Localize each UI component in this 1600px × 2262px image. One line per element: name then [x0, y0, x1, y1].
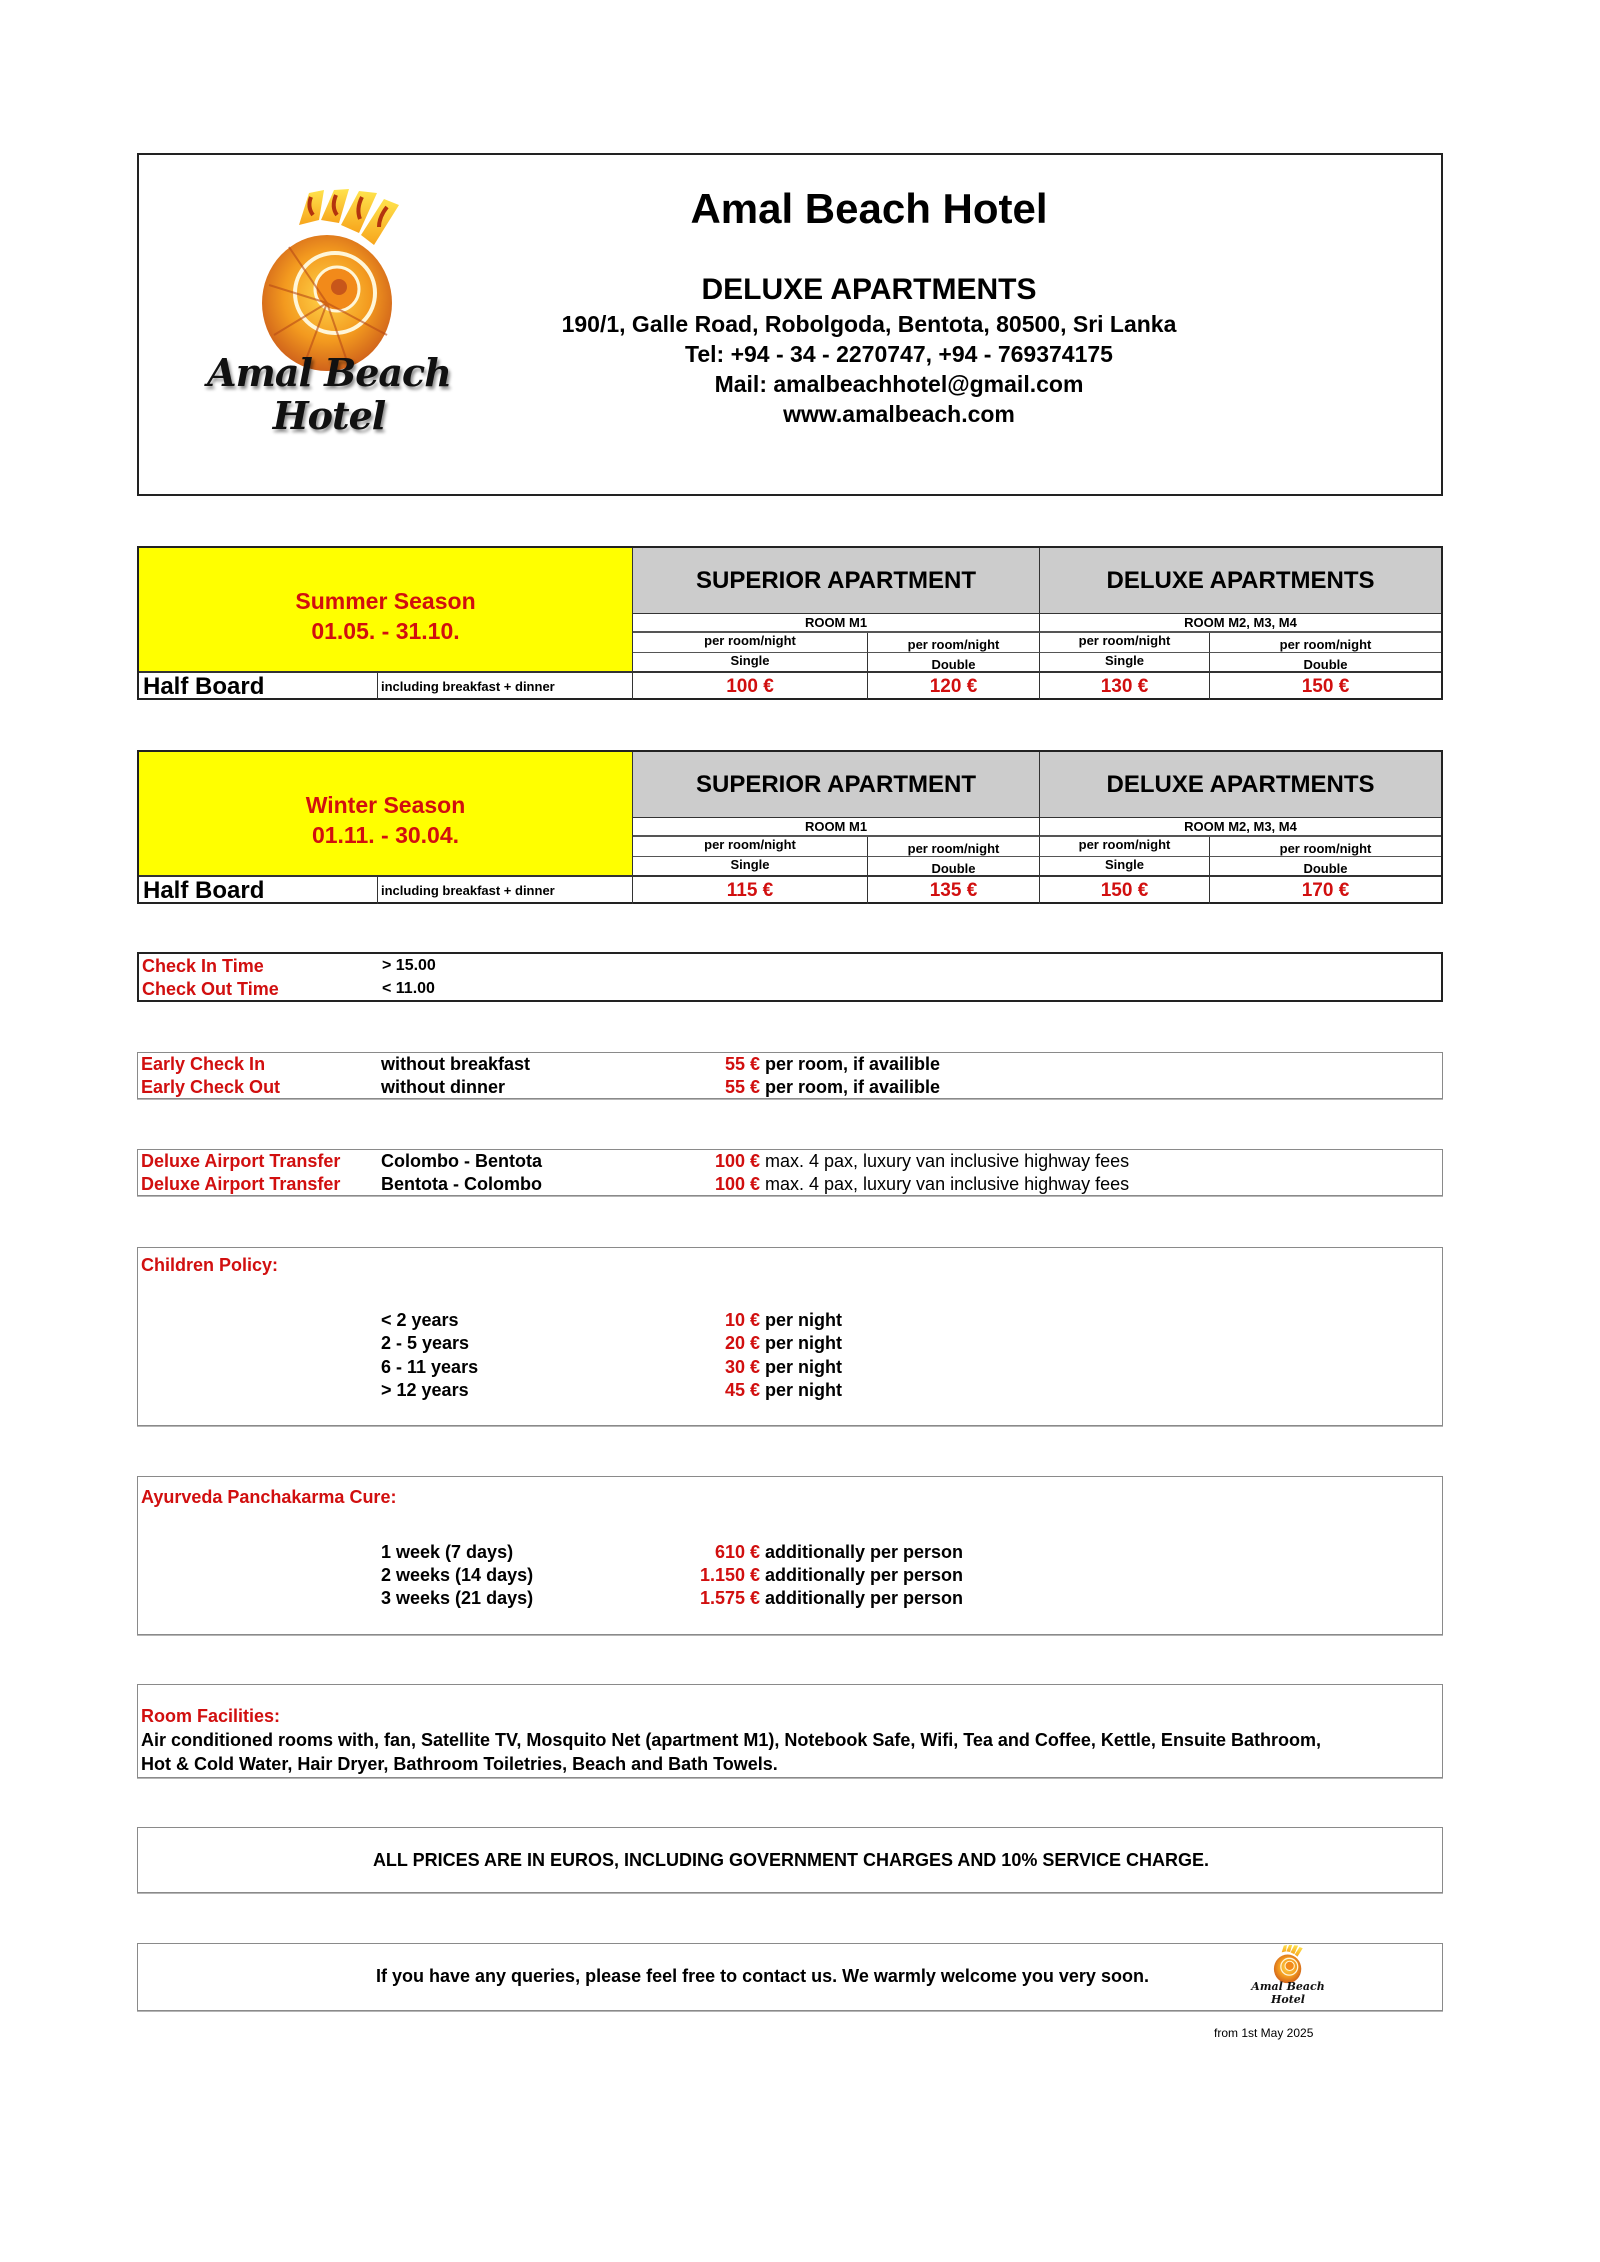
deluxe-apartments-header: DELUXE APARTMENTS [1040, 548, 1441, 614]
transfer-label: Deluxe Airport Transfer [141, 1151, 341, 1171]
deluxe-apartments-header: DELUXE APARTMENTS [1040, 752, 1441, 818]
nautilus-shell-icon [1248, 1944, 1328, 1984]
room-facilities-title: Room Facilities: [141, 1706, 281, 1726]
welcome-box [137, 1943, 1443, 2011]
apartments-subtitle: DELUXE APARTMENTS [701, 273, 1037, 306]
cure-duration: 3 weeks (21 days) [381, 1588, 534, 1608]
cure-price: 610 € [714, 1542, 760, 1562]
hotel-website: www.amalbeach.com [783, 401, 1015, 427]
unit-label: per room/night [1210, 837, 1441, 857]
child-age: < 2 years [381, 1310, 459, 1330]
check-in-value: > 15.00 [382, 957, 436, 974]
superior-rooms: ROOM M1 [633, 818, 1040, 837]
room-facilities-box [137, 1684, 1443, 1778]
price-superior-double: 120 € [868, 673, 1040, 700]
nautilus-shell-icon [199, 185, 459, 375]
early-check-out-value: without dinner [381, 1077, 505, 1097]
early-check-out-label: Early Check Out [141, 1077, 281, 1097]
unit-label: per room/night [868, 837, 1040, 857]
room-type: Single [1040, 857, 1210, 877]
transfer-price: 100 € [714, 1174, 760, 1194]
child-age: 6 - 11 years [381, 1357, 479, 1377]
check-out-value: < 11.00 [382, 980, 435, 997]
check-times-box [137, 952, 1443, 1002]
child-age: > 12 years [381, 1380, 469, 1400]
transfer-route: Bentota - Colombo [381, 1174, 542, 1194]
early-check-in-label: Early Check In [141, 1054, 266, 1074]
board-description: including breakfast + dinner [378, 877, 633, 904]
cure-price-desc: additionally per person [765, 1565, 964, 1585]
child-price-unit: per night [765, 1357, 842, 1377]
season-name: Summer Season [295, 587, 476, 614]
child-price: 45 € [724, 1380, 760, 1400]
ayurveda-box [137, 1476, 1443, 1635]
board-description: including breakfast + dinner [378, 673, 633, 700]
room-type: Double [868, 857, 1040, 877]
child-price-unit: per night [765, 1310, 842, 1330]
unit-label: per room/night [1040, 837, 1210, 857]
price-superior-single: 100 € [633, 673, 868, 700]
footer-logo-line1: Amal Beach [1251, 1980, 1325, 1993]
logo-text-line2: Hotel [272, 393, 386, 438]
transfer-route: Colombo - Bentota [381, 1151, 542, 1171]
room-type: Double [1210, 857, 1441, 877]
transfer-desc: max. 4 pax, luxury van inclusive highway fees [765, 1174, 1130, 1194]
early-check-out-price: 55 € [724, 1077, 760, 1097]
early-check-in-price: 55 € [724, 1054, 760, 1074]
welcome-message: If you have any queries, please feel free to contact us. We warmly welcome you very soon. [376, 1966, 1149, 1986]
room-type: Single [1040, 653, 1210, 673]
cure-price-desc: additionally per person [765, 1542, 964, 1562]
price-superior-single: 115 € [633, 877, 868, 904]
season-dates: 01.05. - 31.10. [311, 617, 460, 644]
summer-price-table [137, 546, 1443, 700]
price-deluxe-double: 170 € [1301, 880, 1350, 901]
child-price-unit: per night [765, 1333, 842, 1353]
transfer-label: Deluxe Airport Transfer [141, 1174, 341, 1194]
airport-transfer-box [137, 1149, 1443, 1196]
transfer-price: 100 € [714, 1151, 760, 1171]
unit-label: per room/night [1210, 633, 1441, 653]
cure-price: 1.150 € [699, 1565, 760, 1585]
unit-label: per room/night [633, 633, 868, 653]
room-facilities-line2: Hot & Cold Water, Hair Dryer, Bathroom Toiletries, Beach and Bath Towels. [141, 1754, 778, 1774]
price-superior-double: 135 € [868, 877, 1040, 904]
room-facilities-line1: Air conditioned rooms with, fan, Satellite TV, Mosquito Net (apartment M1), Notebook Safe, Wifi, Tea and Coffee, Kettle, Ensuite Bathroom, [141, 1730, 1321, 1750]
season-dates: 01.11. - 30.04. [311, 821, 460, 848]
cure-price-desc: additionally per person [765, 1588, 964, 1608]
winter-price-table [137, 750, 1443, 904]
hotel-header [137, 153, 1443, 496]
child-price: 10 € [724, 1310, 760, 1330]
season-cell [139, 752, 633, 877]
ayurveda-title: Ayurveda Panchakarma Cure: [141, 1487, 397, 1507]
child-price: 20 € [724, 1333, 760, 1353]
hotel-address: 190/1, Galle Road, Robolgoda, Bentota, 80500, Sri Lanka [561, 311, 1177, 337]
hotel-email: Mail: amalbeachhotel@gmail.com [714, 371, 1084, 397]
logo-text-line1: Amal Beach [207, 350, 451, 395]
footer-logo [1248, 1944, 1328, 2010]
prices-note: ALL PRICES ARE IN EUROS, INCLUDING GOVERNMENT CHARGES AND 10% SERVICE CHARGE. [372, 1850, 1210, 1870]
unit-label: per room/night [868, 633, 1040, 653]
room-type: Single [633, 653, 868, 673]
room-type: Double [1210, 653, 1441, 673]
early-check-out-desc: per room, if availible [765, 1077, 941, 1097]
season-name: Winter Season [305, 791, 466, 818]
child-age: 2 - 5 years [381, 1333, 470, 1353]
room-type: Single [633, 857, 868, 877]
room-type: Double [868, 653, 1040, 673]
price-deluxe-single: 130 € [1040, 673, 1210, 700]
board-label: Half Board [139, 673, 378, 700]
deluxe-rooms: ROOM M2, M3, M4 [1040, 614, 1441, 633]
footer-logo-line2: Hotel [1271, 1993, 1305, 2006]
deluxe-rooms: ROOM M2, M3, M4 [1040, 818, 1441, 837]
children-policy-title: Children Policy: [141, 1255, 279, 1275]
unit-label: per room/night [1040, 633, 1210, 653]
price-deluxe-double: 150 € [1301, 676, 1350, 697]
unit-label: per room/night [633, 837, 868, 857]
superior-rooms: ROOM M1 [633, 614, 1040, 633]
check-out-label: Check Out Time [142, 979, 279, 999]
cure-price: 1.575 € [699, 1588, 760, 1608]
check-in-label: Check In Time [142, 956, 264, 976]
board-label: Half Board [139, 877, 378, 904]
early-check-in-desc: per room, if availible [765, 1054, 941, 1074]
early-check-box [137, 1052, 1443, 1099]
cure-duration: 1 week (7 days) [381, 1542, 514, 1562]
transfer-desc: max. 4 pax, luxury van inclusive highway fees [765, 1151, 1130, 1171]
child-price-unit: per night [765, 1380, 842, 1400]
cure-duration: 2 weeks (14 days) [381, 1565, 534, 1585]
hotel-telephone: Tel: +94 - 34 - 2270747, +94 - 769374175 [685, 341, 1113, 367]
child-price: 30 € [724, 1357, 760, 1377]
hotel-logo [199, 185, 459, 455]
season-cell [139, 548, 633, 673]
prices-note-box [137, 1827, 1443, 1893]
superior-apartment-header: SUPERIOR APARTMENT [633, 752, 1040, 818]
hotel-name: Amal Beach Hotel [690, 185, 1048, 232]
early-check-in-value: without breakfast [381, 1054, 531, 1074]
children-policy-box [137, 1247, 1443, 1426]
valid-from-date: from 1st May 2025 [1214, 2026, 1314, 2040]
superior-apartment-header: SUPERIOR APARTMENT [633, 548, 1040, 614]
price-deluxe-single: 150 € [1040, 877, 1210, 904]
